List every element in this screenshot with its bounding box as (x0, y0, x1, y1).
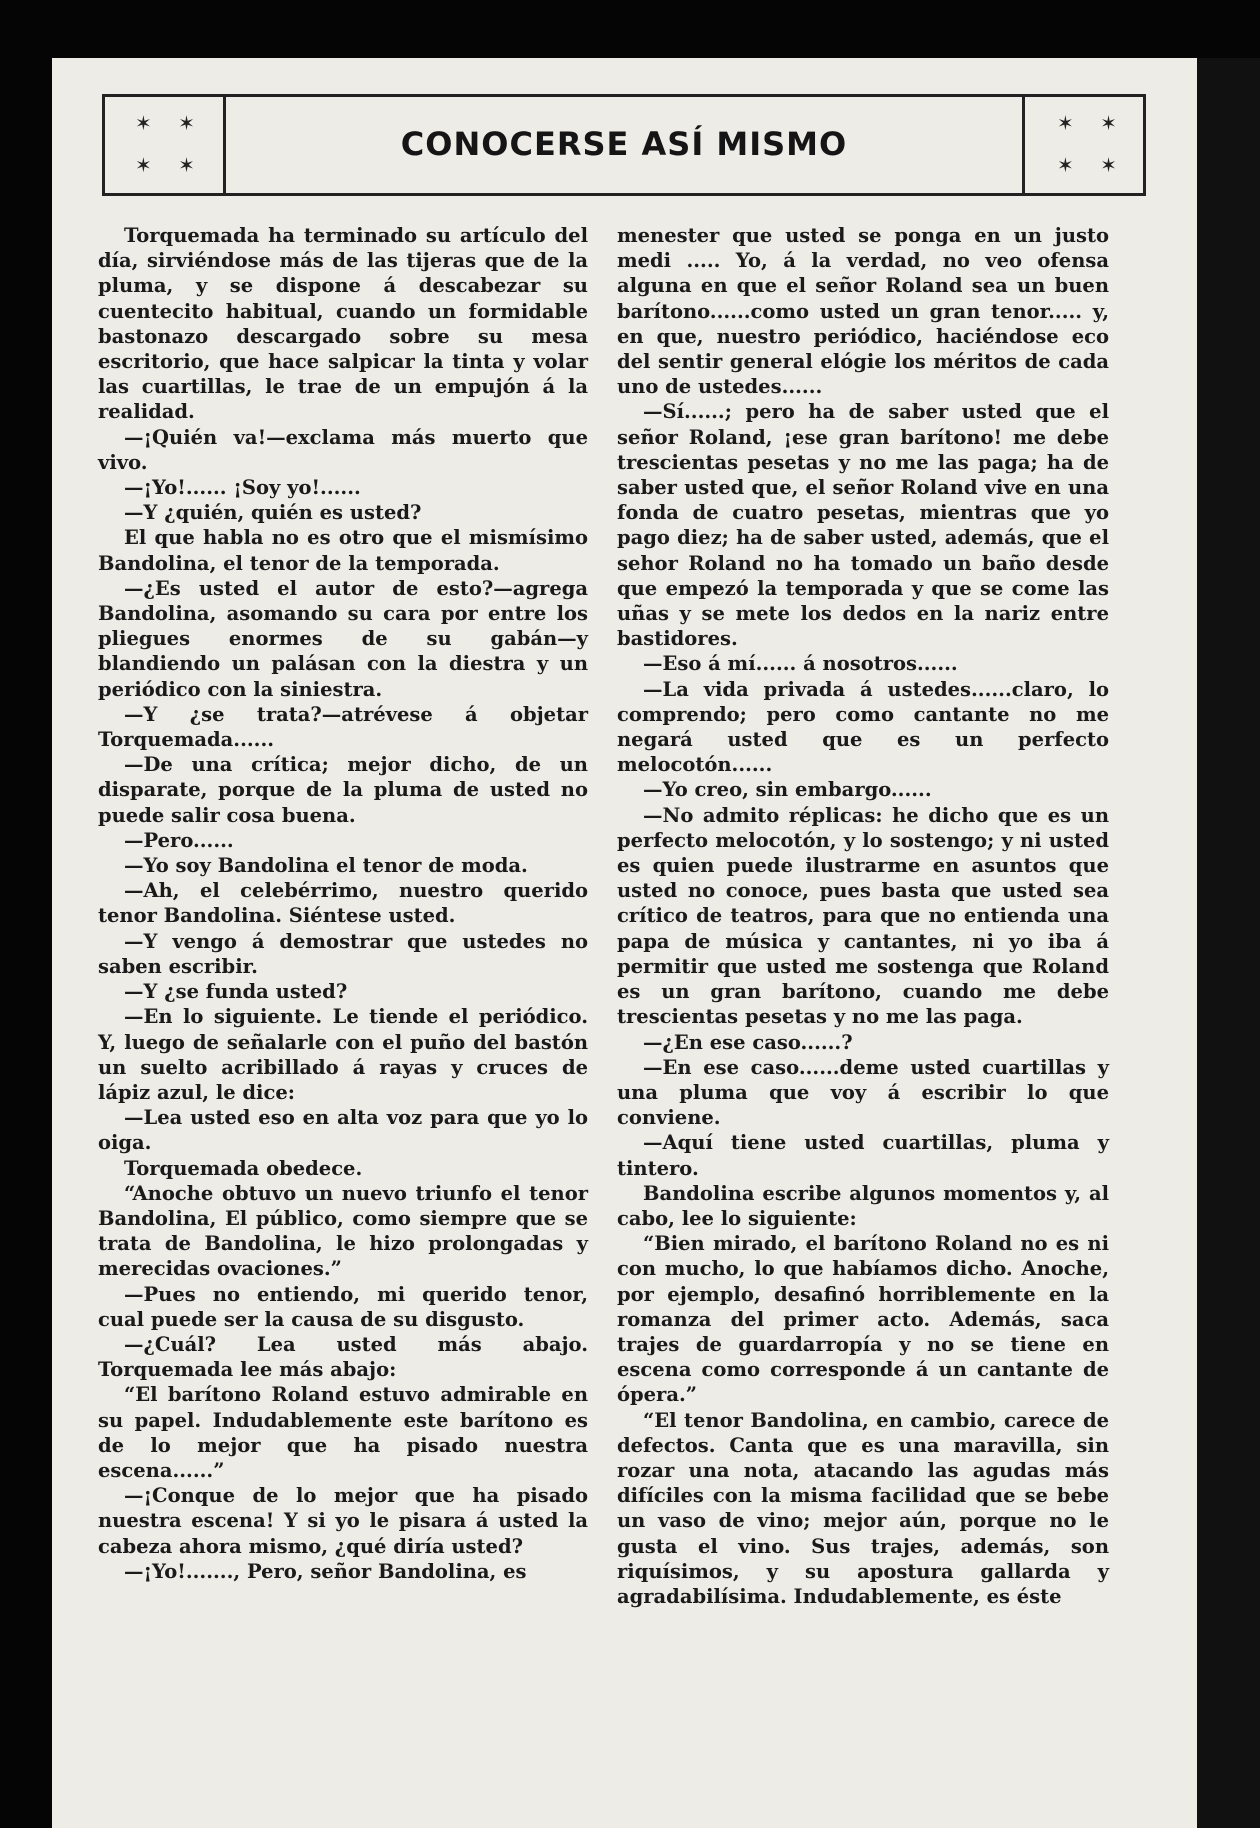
paragraph: —Sí......; pero ha de saber usted que el señor Roland, ¡ese gran barítono! me debe trescientas pesetas y no me las paga; ha de saber usted que, el señor Roland vive en una fonda de cuatro pesetas, mientras que yo pago diez; ha de saber usted, además, que el sehor Roland no ha tomado un baño desde que empezó la temporada y que se come las uñas y se mete los dedos en la nariz entre bastidores. (617, 400, 1109, 651)
paragraph: Bandolina escribe algunos momentos y, al cabo, lee lo siguiente: (617, 1181, 1109, 1230)
margin-mark (1202, 594, 1252, 600)
paragraph: —Eso á mí...... á nosotros...... (643, 652, 958, 676)
paragraph: —La vida privada á ustedes......claro, lo comprendo; pero como cantante no me negará usted que es un perfecto melocotón...... (617, 677, 1109, 777)
margin-mark (1202, 1454, 1238, 1459)
paragraph: —No admito réplicas: he dicho que es un perfecto melocotón, y lo sostengo; y ni usted es quien puede ilustrarme en asuntos que usted no conoce, pues basta que usted sea crítico de teatros, para que no entienda una papa de música y cantantes, ni yo iba á permitir que usted me sostenga que Roland es un gran barítono, cuando me debe trescientas pesetas y no me las paga. (617, 803, 1109, 1029)
header-ornament-right (1022, 97, 1143, 193)
paragraph: “Anoche obtuvo un nuevo triunfo el tenor Bandolina, El público, como siempre que se trata de Bandolina, le hizo prolongadas y merecidas ovaciones.” (98, 1181, 588, 1281)
paragraph: —Pues no entiendo, mi querido tenor, cual puede ser la causa de su disgusto. (98, 1282, 588, 1331)
right-column (617, 223, 1109, 1609)
paragraph: —¡Yo!...... ¡Soy yo!...... (124, 476, 361, 500)
stars-ornament-icon: ✶ ✶ (1057, 153, 1127, 177)
paragraph: —Aquí tiene usted cuartillas, pluma y tintero. (617, 1131, 1109, 1180)
paragraph: —Y vengo á demostrar que ustedes no saben escribir. (98, 929, 588, 978)
paragraph: —Yo soy Bandolina el tenor de moda. (124, 854, 528, 878)
paragraph: —¡Conque de lo mejor que ha pisado nuestra escena! Y si yo le pisara á usted la cabeza ahora mismo, ¿qué diría usted? (98, 1484, 588, 1558)
paragraph: “Bien mirado, el barítono Roland no es ni con mucho, lo que habíamos dicho. Anoche, por ejemplo, desafinó horriblemente en la romanza del primer acto. Además, saca trajes de guardarropía y no se tiene en escena como corresponde á un cantante de ópera.” (617, 1232, 1109, 1407)
margin-mark (1202, 1264, 1248, 1270)
paragraph: “El tenor Bandolina, en cambio, carece de defectos. Canta que es una maravilla, sin rozar una nota, atacando las agudas más difíciles con la misma facilidad que se bebe un vaso de vino; mejor aún, porque no le gusta el vino. Sus trajes, además, son riquísimos, y su apostura gallarda y agradabilísima. Indudablemente, es éste (617, 1408, 1109, 1608)
article-header (102, 94, 1146, 196)
paragraph: —En lo siguiente. Le tiende el periódico. Y, luego de señalarle con el puño del bastón un suelto acribillado á rayas y cruces de lápiz azul, le dice: (98, 1005, 588, 1104)
left-column (98, 223, 588, 1584)
stars-ornament-icon: ✶ ✶ (135, 111, 205, 135)
stars-ornament-icon: ✶ ✶ (135, 153, 205, 177)
margin-mark (1216, 208, 1220, 234)
paragraph: —¡Yo!......., Pero, señor Bandolina, es (124, 1559, 527, 1583)
paragraph: Torquemada obedece. (124, 1156, 363, 1180)
paragraph: —¿Cuál? Lea usted más abajo. Torquemada lee más abajo: (98, 1332, 588, 1382)
paragraph: —Ah, el celebérrimo, nuestro querido tenor Bandolina. Siéntese usted. (98, 879, 588, 928)
paragraph: —Y ¿se funda usted? (124, 980, 348, 1004)
paragraph: —Y ¿quién, quién es usted? (124, 501, 422, 525)
paragraph: menester que usted se ponga en un justo medi ..... Yo, á la verdad, no veo ofensa alguna en que el señor Roland sea un buen barítono......como usted un gran tenor..... y, en que, nuestro periódico, haciéndose eco del sentir general elógie los méritos de cada uno de ustedes...... (617, 224, 1109, 399)
article-title: CONOCERSE ASÍ MISMO (400, 125, 848, 163)
paragraph: —Lea usted eso en alta voz para que yo lo oiga. (98, 1106, 588, 1155)
header-ornament-left (105, 97, 226, 193)
paragraph: —En ese caso......deme usted cuartillas y una pluma que voy á escribir lo que conviene. (617, 1055, 1109, 1130)
paragraph: —¿Es usted el autor de esto?—agrega Bandolina, asomando su cara por entre los pliegues enormes de su gabán—y blandiendo un palásan con la diestra y un periódico con la siniestra. (98, 576, 588, 701)
paragraph: El que habla no es otro que el mismísimo Bandolina, el tenor de la temporada. (98, 526, 588, 575)
paragraph: “El barítono Roland estuvo admirable en su papel. Indudablemente este barítono es de lo mejor que ha pisado nuestra escena......” (98, 1383, 588, 1482)
page-edge (1202, 58, 1260, 1828)
paragraph: —Y ¿se trata?—atrévese á objetar Torquemada...... (98, 702, 588, 752)
newspaper-page (52, 58, 1202, 1828)
paragraph: —¡Quién va!—exclama más muerto que vivo. (98, 425, 588, 474)
paragraph: —De una crítica; mejor dicho, de un disparate, porque de la pluma de usted no puede salir cosa buena. (98, 753, 588, 827)
paragraph: —¿En ese caso......? (643, 1030, 853, 1054)
paragraph: —Pero...... (124, 828, 234, 852)
stars-ornament-icon: ✶ ✶ (1057, 111, 1127, 135)
paragraph: —Yo creo, sin embargo...... (643, 778, 932, 802)
paragraph: Torquemada ha terminado su artículo del día, sirviéndose más de las tijeras que de la pluma, y se dispone á descabezar su cuentecito habitual, cuando un formidable bastonazo descargado sobre su mesa escritorio, que hace salpicar la tinta y volar las cuartillas, le trae de un empujón á la realidad. (98, 224, 588, 424)
